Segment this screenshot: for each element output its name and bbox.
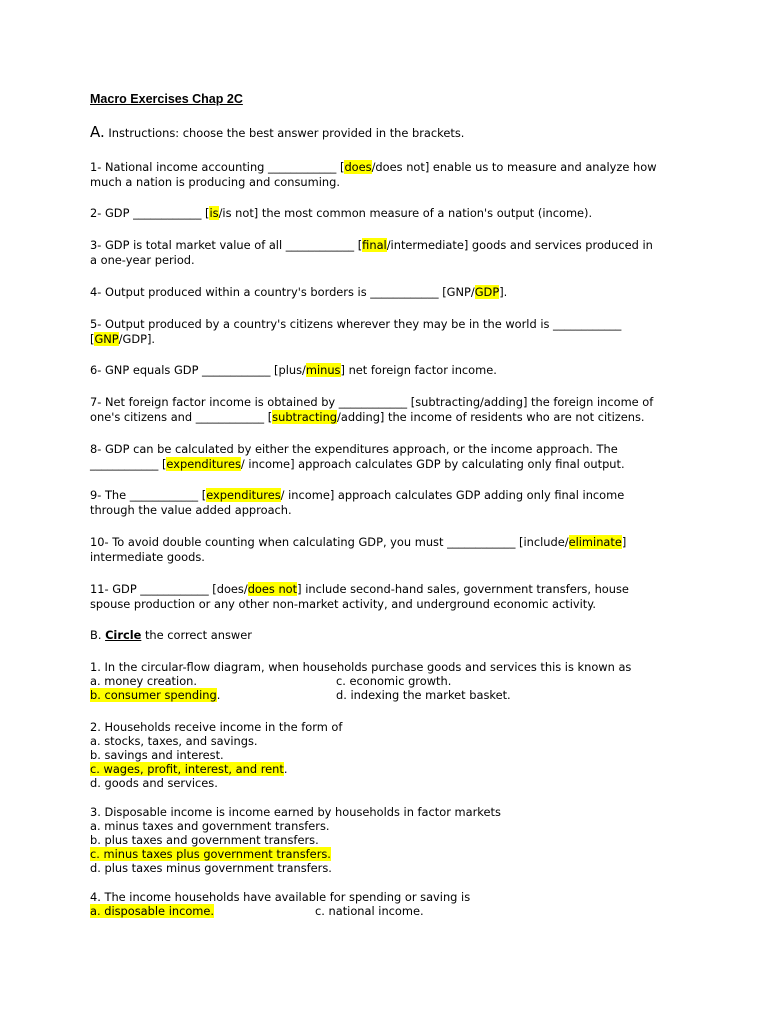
option-c-correct: c. wages, profit, interest, and rent	[90, 762, 284, 776]
question-text: /is not] the most common measure of a nation's output (income).	[218, 206, 593, 220]
answer-highlight: does not	[247, 582, 298, 596]
answer-highlight: does	[344, 160, 372, 174]
option-b: b. savings and interest.	[90, 748, 224, 762]
document-title: Macro Exercises Chap 2C	[90, 92, 243, 106]
option-c-correct: c. minus taxes plus government transfers.	[90, 847, 331, 861]
question-a11	[90, 582, 690, 611]
question-a5	[90, 317, 690, 346]
answer-highlight: final	[362, 238, 387, 252]
option-a: a. minus taxes and government transfers.	[90, 819, 330, 833]
question-a1	[90, 160, 690, 189]
question-text: 1- National income accounting ____________ [	[90, 160, 345, 174]
question-text: ] include second-hand sales, government transfers, house	[297, 582, 629, 596]
question-text: a one-year period.	[90, 252, 195, 267]
option-b: b. plus taxes and government transfers.	[90, 833, 319, 847]
section-a-text: Instructions: choose the best answer provided in the brackets.	[104, 126, 465, 140]
question-text: 7- Net foreign factor income is obtained by ____________ [subtracting/adding] the foreign income of	[90, 395, 654, 409]
option-row	[90, 674, 690, 688]
section-a-letter: A.	[90, 123, 105, 141]
question-text: 2. Households receive income in the form of	[90, 720, 343, 734]
question-text: through the value added approach.	[90, 502, 292, 517]
question-a2	[90, 206, 690, 221]
question-text: 6- GNP equals GDP ____________ [plus/	[90, 363, 306, 377]
question-text: 2- GDP ____________ [	[90, 206, 210, 220]
question-text: 3- GDP is total market value of all ____________ [	[90, 238, 363, 252]
question-text: 9- The ____________ [	[90, 488, 207, 502]
question-b3	[90, 805, 690, 875]
question-b2	[90, 720, 690, 790]
question-a6	[90, 363, 690, 378]
section-a-instructions	[90, 125, 690, 140]
question-text: spouse production or any other non-market activity, and underground economic activity.	[90, 596, 596, 611]
option-row	[90, 904, 690, 918]
question-text: / income] approach calculates GDP adding only final income	[280, 488, 625, 502]
question-text: ]	[621, 535, 627, 549]
option-d: d. indexing the market basket.	[336, 688, 511, 702]
answer-highlight: expenditures	[166, 456, 241, 471]
question-a8	[90, 442, 690, 471]
question-text: 3. Disposable income is income earned by households in factor markets	[90, 805, 501, 819]
question-a9	[90, 488, 690, 517]
option-row	[90, 688, 690, 702]
option-c: c. economic growth.	[336, 674, 452, 688]
question-text: ____________ [	[90, 456, 167, 471]
question-b4	[90, 890, 690, 918]
question-text: much a nation is producing and consuming.	[90, 174, 340, 189]
answer-highlight: minus	[305, 363, 341, 377]
question-text: [	[90, 331, 95, 346]
option-punct: .	[216, 688, 221, 702]
question-text: 4. The income households have available for spending or saving is	[90, 890, 471, 904]
option-a-correct: a. disposable income.	[90, 904, 215, 918]
answer-highlight: is	[209, 206, 219, 220]
answer-highlight: GNP	[94, 331, 119, 346]
answer-highlight: subtracting	[272, 409, 338, 424]
question-text: intermediate goods.	[90, 549, 205, 564]
question-text: /intermediate] goods and services produced in	[386, 238, 653, 252]
answer-highlight: eliminate	[568, 535, 622, 549]
question-b1	[90, 660, 690, 702]
question-text: ] net foreign factor income.	[340, 363, 497, 377]
question-text: 8- GDP can be calculated by either the expenditures approach, or the income approach. The	[90, 442, 618, 456]
circle-emphasis: Circle	[105, 628, 142, 642]
question-text: /GDP].	[118, 331, 156, 346]
option-d: d. goods and services.	[90, 776, 218, 790]
option-a: a. money creation.	[90, 674, 197, 688]
section-b-letter: B.	[90, 628, 102, 642]
option-punct: .	[283, 762, 288, 776]
question-a7	[90, 395, 690, 424]
question-text: / income] approach calculates GDP by calculating only final output.	[240, 456, 625, 471]
question-text: 4- Output produced within a country's borders is ____________ [GNP/	[90, 285, 475, 299]
answer-highlight: GDP	[474, 285, 500, 299]
option-d: d. plus taxes minus government transfers.	[90, 861, 332, 875]
question-text: ].	[499, 285, 508, 299]
question-a4	[90, 285, 690, 300]
question-text: 11- GDP ____________ [does/	[90, 582, 248, 596]
option-a: a. stocks, taxes, and savings.	[90, 734, 258, 748]
question-a10	[90, 535, 690, 564]
question-text: /does not] enable us to measure and analyze how	[371, 160, 657, 174]
answer-highlight: expenditures	[206, 488, 281, 502]
section-b-heading	[90, 628, 690, 643]
section-b-text: the correct answer	[141, 628, 252, 642]
question-text: 10- To avoid double counting when calculating GDP, you must ____________ [include/	[90, 535, 569, 549]
question-text: 5- Output produced by a country's citizens wherever they may be in the world is ____________	[90, 317, 622, 331]
question-a3	[90, 238, 690, 267]
question-text: 1. In the circular-flow diagram, when households purchase goods and services this is known as	[90, 660, 632, 674]
option-b-correct: b. consumer spending	[90, 688, 217, 702]
question-text: /adding] the income of residents who are not citizens.	[337, 409, 645, 424]
question-text: one's citizens and ____________ [	[90, 409, 273, 424]
option-c: c. national income.	[315, 904, 424, 918]
